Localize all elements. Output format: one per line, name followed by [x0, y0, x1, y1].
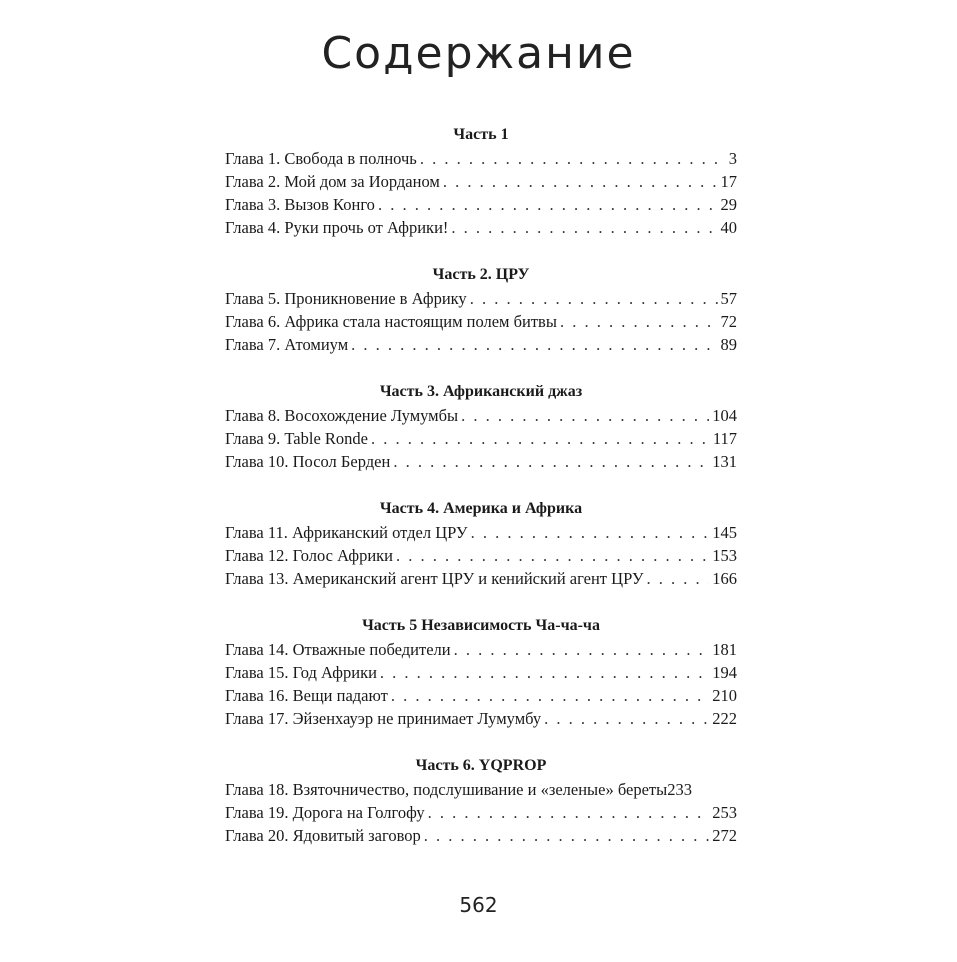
chapter-page: 89	[720, 335, 737, 354]
chapter-page: 194	[712, 663, 737, 682]
chapter-title: Глава 1. Свобода в полночь	[225, 149, 417, 168]
dot-leader	[560, 310, 718, 333]
dot-leader	[544, 707, 709, 730]
chapter-page: 72	[720, 312, 737, 331]
dot-leader	[391, 684, 709, 707]
chapter-title: Глава 3. Вызов Конго	[225, 195, 375, 214]
chapter-title: Глава 6. Африка стала настоящим полем битвы	[225, 312, 557, 331]
chapter-title: Глава 20. Ядовитый заговор	[225, 826, 421, 845]
chapter-title: Глава 14. Отважные победители	[225, 640, 451, 659]
dot-leader	[378, 193, 718, 216]
toc-entry	[225, 147, 737, 170]
toc-entry	[225, 404, 737, 427]
chapter-page: 272	[712, 826, 737, 845]
dot-leader	[380, 661, 709, 684]
part-title: Часть 4. Америка и Африка	[379, 500, 583, 517]
chapter-title: Глава 11. Африканский отдел ЦРУ	[225, 523, 468, 542]
chapter-title: Глава 10. Посол Берден	[225, 452, 391, 471]
toc-entry	[225, 638, 737, 661]
toc-part-2	[225, 262, 737, 356]
chapter-page: 104	[712, 406, 737, 425]
chapter-page: 17	[720, 172, 737, 191]
chapter-page: 131	[712, 452, 737, 471]
dot-leader	[424, 824, 709, 847]
chapter-title: Глава 2. Мой дом за Иорданом	[225, 172, 440, 191]
dot-leader	[470, 287, 718, 310]
chapter-page: 233	[667, 780, 692, 799]
dot-leader	[371, 427, 710, 450]
chapter-title: Глава 17. Эйзенхауэр не принимает Лумумбу	[225, 709, 542, 728]
part-title: Часть 2. ЦРУ	[432, 266, 530, 283]
chapter-page: 145	[712, 523, 737, 542]
part-title: Часть 3. Африканский джаз	[379, 383, 583, 400]
chapter-title: Глава 12. Голос Африки	[225, 546, 393, 565]
toc-entry	[225, 450, 737, 473]
toc-entry	[225, 170, 737, 193]
dot-leader	[420, 147, 726, 170]
page-title: Содержание	[321, 28, 636, 79]
toc-entry	[225, 567, 737, 590]
chapter-title: Глава 18. Взяточничество, подслушивание и «зеленые» береты	[225, 780, 668, 799]
dot-leader	[428, 801, 710, 824]
toc-entry	[225, 216, 737, 239]
dot-leader	[647, 567, 710, 590]
toc-entry	[225, 544, 737, 567]
toc-entry	[225, 707, 737, 730]
chapter-title: Глава 4. Руки прочь от Африки!	[225, 218, 449, 237]
part-title: Часть 5 Независимость Ча-ча-ча	[362, 617, 600, 634]
toc-part-6	[225, 753, 737, 847]
chapter-title: Глава 9. Table Ronde	[225, 429, 368, 448]
part-title: Часть 6. YQPROP	[415, 757, 547, 774]
chapter-title: Глава 19. Дорога на Голгофу	[225, 803, 425, 822]
chapter-page: 117	[712, 429, 737, 448]
table-of-contents	[225, 122, 737, 870]
toc-entry	[225, 684, 737, 707]
chapter-page: 181	[712, 640, 737, 659]
toc-part-1	[225, 122, 737, 239]
part-title: Часть 1	[453, 126, 509, 143]
chapter-page: 57	[720, 289, 737, 308]
chapter-page: 222	[712, 709, 737, 728]
chapter-title: Глава 8. Восохождение Лумумбы	[225, 406, 459, 425]
dot-leader	[451, 216, 717, 239]
toc-entry	[225, 521, 737, 544]
chapter-title: Глава 7. Атомиум	[225, 335, 349, 354]
dot-leader	[461, 404, 709, 427]
toc-part-3	[225, 379, 737, 473]
dot-leader	[454, 638, 710, 661]
toc-part-5	[225, 613, 737, 730]
chapter-page: 166	[712, 569, 737, 588]
chapter-page: 3	[728, 149, 737, 168]
toc-entry	[225, 427, 737, 450]
toc-entry	[225, 661, 737, 684]
chapter-title: Глава 13. Американский агент ЦРУ и кенийский агент ЦРУ	[225, 569, 644, 588]
chapter-page: 210	[712, 686, 737, 705]
toc-entry	[225, 193, 737, 216]
dot-leader	[443, 170, 718, 193]
toc-entry	[225, 287, 737, 310]
toc-part-4	[225, 496, 737, 590]
toc-entry	[225, 824, 737, 847]
toc-entry	[225, 310, 737, 333]
chapter-page: 153	[712, 546, 737, 565]
chapter-page: 29	[720, 195, 737, 214]
toc-entry	[225, 778, 737, 801]
chapter-title: Глава 16. Вещи падают	[225, 686, 388, 705]
chapter-title: Глава 15. Год Африки	[225, 663, 377, 682]
dot-leader	[471, 521, 710, 544]
chapter-page: 253	[712, 803, 737, 822]
dot-leader	[393, 450, 709, 473]
dot-leader	[396, 544, 709, 567]
toc-entry	[225, 801, 737, 824]
chapter-page: 40	[720, 218, 737, 237]
toc-entry	[225, 333, 737, 356]
chapter-title: Глава 5. Проникновение в Африку	[225, 289, 467, 308]
dot-leader	[351, 333, 717, 356]
page-number: 562	[459, 893, 498, 917]
